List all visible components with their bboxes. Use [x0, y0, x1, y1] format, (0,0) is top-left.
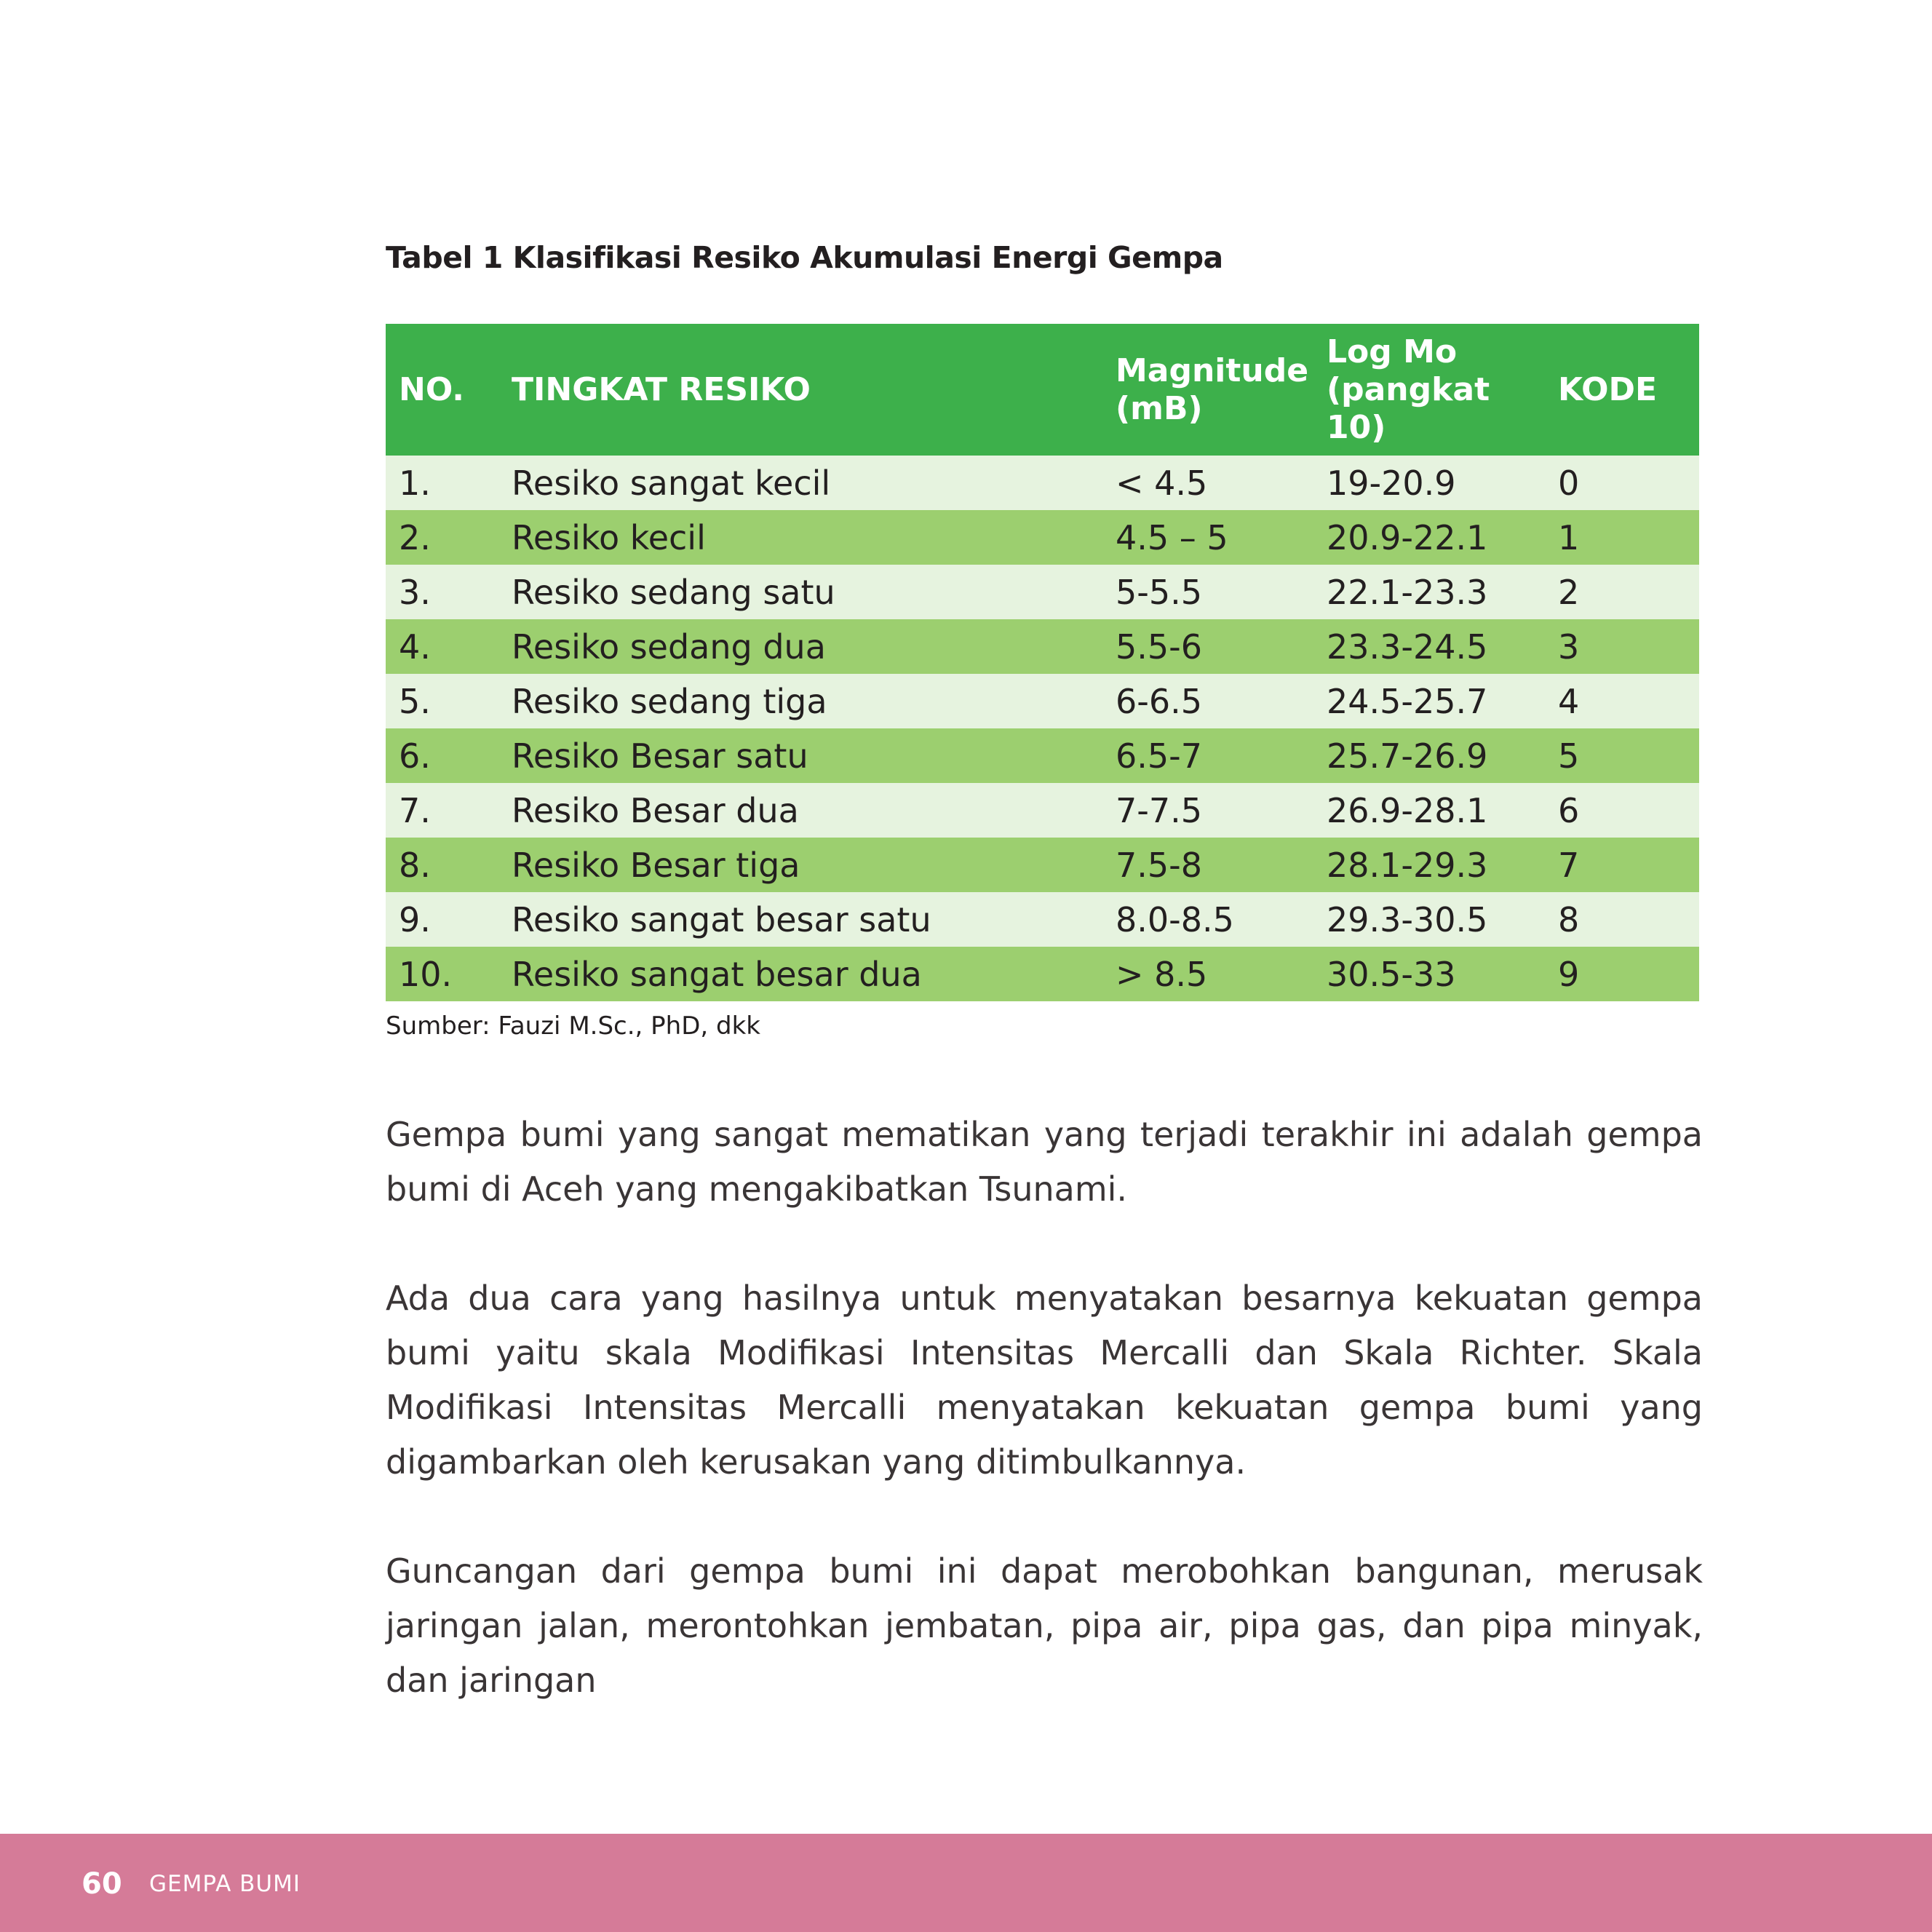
table-row — [386, 565, 1699, 619]
cell-no: 4. — [399, 627, 431, 667]
table-row — [386, 456, 1699, 510]
table-row — [386, 728, 1699, 783]
cell-kode: 4 — [1558, 681, 1580, 721]
body-paragraph: Guncangan dari gempa bumi ini dapat merobohkan bangunan, merusak jaringan jalan, merontohkan jembatan, pipa air, pipa gas, dan pipa minyak, dan jaringan — [386, 1551, 1703, 1700]
cell-magnitude: 5.5-6 — [1116, 627, 1203, 667]
table-header-row — [386, 324, 1699, 456]
table-caption: Tabel 1 Klasifikasi Resiko Akumulasi Energi Gempa — [386, 240, 1223, 275]
cell-logmo: 23.3-24.5 — [1327, 627, 1488, 667]
header-log-mo: Log Mo (pangkat 10) — [1327, 333, 1490, 446]
table-row — [386, 674, 1699, 728]
cell-no: 2. — [399, 517, 431, 557]
cell-no: 8. — [399, 845, 431, 885]
cell-magnitude: 6-6.5 — [1116, 681, 1203, 721]
table-row — [386, 838, 1699, 892]
table-row — [386, 619, 1699, 674]
cell-no: 3. — [399, 572, 431, 612]
cell-tingkat: Resiko sangat besar satu — [512, 899, 931, 939]
header-no: NO. — [399, 370, 464, 408]
cell-no: 10. — [399, 954, 453, 994]
cell-logmo: 22.1-23.3 — [1327, 572, 1488, 612]
cell-magnitude: 8.0-8.5 — [1116, 899, 1234, 939]
risk-classification-table — [386, 324, 1699, 1001]
cell-magnitude: < 4.5 — [1116, 463, 1208, 503]
cell-magnitude: 5-5.5 — [1116, 572, 1203, 612]
cell-kode: 7 — [1558, 845, 1580, 885]
cell-logmo: 20.9-22.1 — [1327, 517, 1488, 557]
cell-logmo: 25.7-26.9 — [1327, 736, 1488, 776]
cell-tingkat: Resiko sangat kecil — [512, 463, 831, 503]
running-title: GEMPA BUMI — [149, 1871, 301, 1897]
body-paragraph: Gempa bumi yang sangat mematikan yang terjadi terakhir ini adalah gempa bumi di Aceh yang mengakibatkan Tsunami. — [386, 1115, 1703, 1209]
cell-tingkat: Resiko Besar dua — [512, 790, 799, 830]
cell-tingkat: Resiko Besar satu — [512, 736, 808, 776]
cell-magnitude: 4.5 – 5 — [1116, 517, 1228, 557]
cell-no: 9. — [399, 899, 431, 939]
cell-magnitude: 7.5-8 — [1116, 845, 1203, 885]
table-row — [386, 783, 1699, 838]
header-magnitude: Magnitude (mB) — [1116, 351, 1309, 427]
cell-no: 7. — [399, 790, 431, 830]
cell-logmo: 30.5-33 — [1327, 954, 1456, 994]
cell-no: 5. — [399, 681, 431, 721]
page-footer — [0, 1834, 1932, 1932]
header-tingkat-resiko: TINGKAT RESIKO — [512, 370, 811, 408]
cell-logmo: 26.9-28.1 — [1327, 790, 1488, 830]
cell-kode: 5 — [1558, 736, 1580, 776]
cell-logmo: 29.3-30.5 — [1327, 899, 1488, 939]
table-row — [386, 947, 1699, 1001]
cell-no: 6. — [399, 736, 431, 776]
cell-logmo: 28.1-29.3 — [1327, 845, 1488, 885]
table-source-note: Sumber: Fauzi M.Sc., PhD, dkk — [386, 1011, 760, 1041]
cell-kode: 8 — [1558, 899, 1580, 939]
table-row — [386, 892, 1699, 947]
cell-magnitude: 6.5-7 — [1116, 736, 1203, 776]
cell-tingkat: Resiko kecil — [512, 517, 706, 557]
cell-tingkat: Resiko sedang dua — [512, 627, 826, 667]
body-paragraph: Ada dua cara yang hasilnya untuk menyatakan besarnya kekuatan gempa bumi yaitu skala Modifikasi Intensitas Mercalli dan Skala Richter. Skala Modifikasi Intensitas Mercalli menyatakan kekuatan gempa bumi yang digambarkan oleh kerusakan yang ditimbulkannya. — [386, 1279, 1703, 1482]
cell-tingkat: Resiko Besar tiga — [512, 845, 800, 885]
cell-no: 1. — [399, 463, 431, 503]
cell-kode: 2 — [1558, 572, 1580, 612]
header-kode: KODE — [1558, 370, 1658, 408]
cell-tingkat: Resiko sedang tiga — [512, 681, 827, 721]
page-number: 60 — [82, 1867, 122, 1901]
cell-magnitude: 7-7.5 — [1116, 790, 1203, 830]
cell-magnitude: > 8.5 — [1116, 954, 1208, 994]
cell-logmo: 19-20.9 — [1327, 463, 1456, 503]
cell-tingkat: Resiko sangat besar dua — [512, 954, 922, 994]
cell-kode: 9 — [1558, 954, 1580, 994]
cell-kode: 6 — [1558, 790, 1580, 830]
cell-logmo: 24.5-25.7 — [1327, 681, 1488, 721]
cell-tingkat: Resiko sedang satu — [512, 572, 835, 612]
cell-kode: 3 — [1558, 627, 1580, 667]
cell-kode: 0 — [1558, 463, 1580, 503]
table-row — [386, 510, 1699, 565]
cell-kode: 1 — [1558, 517, 1580, 557]
